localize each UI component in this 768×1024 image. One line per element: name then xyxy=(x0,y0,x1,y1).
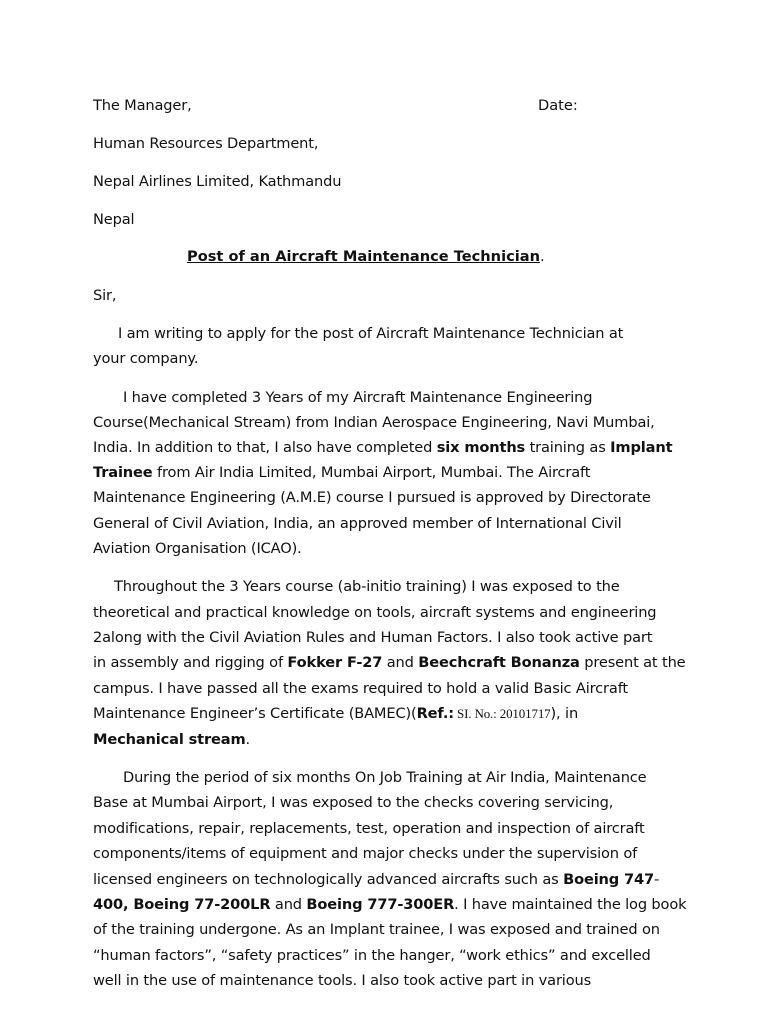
bold-run: Boeing 777-300ER xyxy=(306,896,455,913)
text-run: and xyxy=(382,654,419,671)
text-run: from Air India Limited, Mumbai Airport, Mumbai. The Aircraft xyxy=(152,464,591,481)
text-run: Maintenance Engineer’s Certificate (BAMEC)( xyxy=(93,705,417,722)
paragraph-4-line-9: well in the use of maintenance tools. I also took active part in various xyxy=(93,972,592,989)
text-run: in assembly and rigging of xyxy=(93,654,288,671)
paragraph-2-line-4 xyxy=(93,463,590,483)
text-run: licensed engineers on technologically advanced aircrafts such as xyxy=(93,871,564,888)
paragraph-3-line-3: 2along with the Civil Aviation Rules and Human Factors. I also took active part xyxy=(93,629,653,646)
recipient-company: Nepal Airlines Limited, Kathmandu xyxy=(93,173,342,190)
subject-line xyxy=(187,247,545,267)
subject-period: . xyxy=(539,248,545,265)
text-run: India. In addition to that, I also have completed xyxy=(93,439,437,456)
paragraph-2-line-5: Maintenance Engineering (A.M.E) course I pursued is approved by Directorate xyxy=(93,489,651,506)
bold-run: Fokker F-27 xyxy=(287,654,383,671)
paragraph-2-line-1: I have completed 3 Years of my Aircraft Maintenance Engineering xyxy=(123,389,593,406)
paragraph-4-line-3: modifications, repair, replacements, test, operation and inspection of aircraft xyxy=(93,820,645,837)
text-run: . xyxy=(245,731,251,748)
paragraph-3-line-6 xyxy=(93,704,578,724)
text-run: and xyxy=(270,896,307,913)
paragraph-2-line-3 xyxy=(93,438,672,458)
bold-run: Boeing 747 xyxy=(563,871,655,888)
paragraph-4-line-5 xyxy=(93,870,659,890)
bold-run: Mechanical stream xyxy=(93,731,246,748)
paragraph-2-line-7: Aviation Organisation (ICAO). xyxy=(93,540,302,557)
text-run: . I have maintained the log book xyxy=(454,896,687,913)
bold-run: Beechcraft Bonanza xyxy=(418,654,580,671)
paragraph-4-line-4: components/items of equipment and major checks under the supervision of xyxy=(93,845,638,862)
paragraph-4-line-7: of the training undergone. As an Implant trainee, I was exposed and trained on xyxy=(93,921,660,938)
recipient-title: The Manager, xyxy=(93,97,192,114)
paragraph-3-line-1: Throughout the 3 Years course (ab-initio training) I was exposed to the xyxy=(114,578,620,595)
recipient-country: Nepal xyxy=(93,211,135,228)
text-run: - xyxy=(654,871,660,888)
date-label: Date: xyxy=(538,97,578,114)
paragraph-3-line-2: theoretical and practical knowledge on tools, aircraft systems and engineering xyxy=(93,604,657,621)
bold-run: Ref.: xyxy=(416,705,454,722)
bold-run: Implant xyxy=(610,439,673,456)
bold-run: Trainee xyxy=(93,464,153,481)
recipient-department: Human Resources Department, xyxy=(93,135,319,152)
paragraph-4-line-1: During the period of six months On Job Training at Air India, Maintenance xyxy=(123,769,647,786)
text-run: ), in xyxy=(550,705,579,722)
paragraph-1-line-1: I am writing to apply for the post of Aircraft Maintenance Technician at xyxy=(118,325,624,342)
salutation: Sir, xyxy=(93,287,117,304)
paragraph-1-line-2: your company. xyxy=(93,350,199,367)
text-run: present at the xyxy=(579,654,686,671)
bold-run: six months xyxy=(436,439,526,456)
paragraph-3-line-4 xyxy=(93,653,686,673)
subject-text: Post of an Aircraft Maintenance Technician xyxy=(187,248,540,265)
paragraph-2-line-6: General of Civil Aviation, India, an approved member of International Civil xyxy=(93,515,622,532)
paragraph-4-line-6 xyxy=(93,895,686,915)
paragraph-2-line-2: Course(Mechanical Stream) from Indian Aerospace Engineering, Navi Mumbai, xyxy=(93,414,655,431)
paragraph-3-line-7 xyxy=(93,730,250,750)
text-run: training as xyxy=(525,439,611,456)
bold-run: 400, Boeing 77-200LR xyxy=(93,896,271,913)
paragraph-4-line-2: Base at Mumbai Airport, I was exposed to the checks covering servicing, xyxy=(93,794,614,811)
paragraph-3-line-5: campus. I have passed all the exams required to hold a valid Basic Aircraft xyxy=(93,680,628,697)
paragraph-4-line-8: “human factors”, “safety practices” in the hanger, “work ethics” and excelled xyxy=(93,947,651,964)
serial-number: SI. No.: 20101717 xyxy=(453,706,551,721)
